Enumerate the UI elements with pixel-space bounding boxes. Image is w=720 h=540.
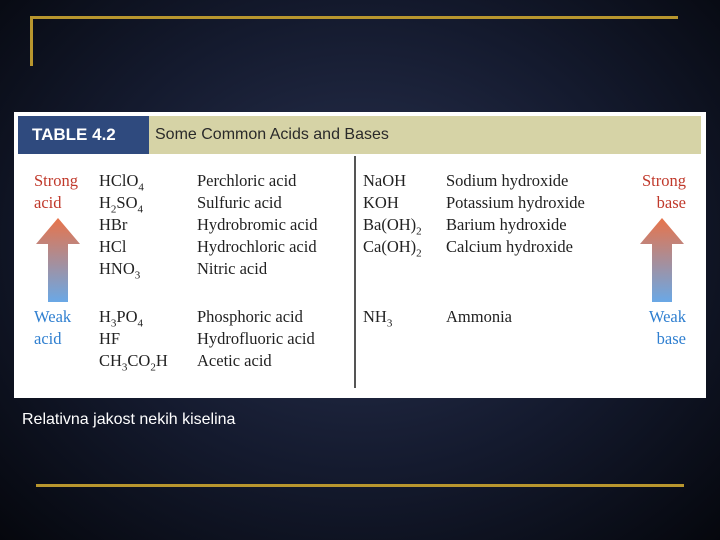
weak-base-label-line1: Weak — [648, 307, 686, 326]
acid-name: Hydrochloric acid — [197, 237, 317, 256]
strong-acid-label — [34, 170, 78, 214]
acid-formula: HCl — [99, 237, 127, 256]
frame-left-line — [30, 16, 33, 66]
base-formula: $Ca(OH)_2$ — [363, 237, 422, 260]
base-name: Sodium hydroxide — [446, 171, 569, 190]
base-name: Ammonia — [446, 307, 512, 326]
strong-base-label — [614, 170, 686, 214]
table-number: TABLE 4.2 — [18, 116, 149, 154]
column-divider — [354, 156, 356, 388]
weak-base-label-line2: base — [656, 329, 686, 348]
acid-name: Hydrobromic acid — [197, 215, 318, 234]
base-formula: $NH_3$ — [363, 307, 393, 330]
acid-formula: HF — [99, 329, 121, 348]
weak-acid-label-line1: Weak — [34, 307, 72, 326]
acid-name: Acetic acid — [197, 351, 272, 370]
strong-base-label-line2: base — [656, 193, 686, 212]
acid-name: Sulfuric acid — [197, 193, 282, 212]
base-formula: $Ba(OH)_2$ — [363, 215, 422, 238]
acid-formula: $H_2SO_4$ — [99, 193, 144, 216]
acid-formula: HClO$_4$ — [99, 171, 144, 194]
base-name: Calcium hydroxide — [446, 237, 573, 256]
base-name: Potassium hydroxide — [446, 193, 585, 212]
weak-base-label — [614, 306, 686, 350]
base-formula: NaOH — [363, 171, 407, 190]
table-title: Some Common Acids and Bases — [155, 126, 389, 143]
strong-acid-label-line1: Strong — [34, 171, 79, 190]
weak-acid-label — [34, 306, 71, 350]
base-name: Barium hydroxide — [446, 215, 567, 234]
acids-bases-table — [14, 112, 706, 398]
base-formula: KOH — [363, 193, 399, 212]
acid-name: Nitric acid — [197, 259, 268, 278]
acid-formula: $H_3PO_4$ — [99, 307, 144, 330]
weak-acid-label-line2: acid — [34, 329, 62, 348]
strong-base-label-line1: Strong — [641, 171, 686, 190]
acid-name: Perchloric acid — [197, 171, 297, 190]
frame-top-line — [30, 16, 678, 19]
table-header — [18, 116, 701, 154]
frame-bottom-line — [36, 484, 684, 487]
acid-strength-arrow-icon — [36, 218, 80, 302]
acid-formula: $CH_3CO_2H$ — [99, 351, 168, 374]
strong-acid-label-line2: acid — [34, 193, 62, 212]
base-strength-arrow-icon — [640, 218, 684, 302]
acid-formula: HBr — [99, 215, 128, 234]
acid-name: Hydrofluoric acid — [197, 329, 315, 348]
slide-caption: Relativna jakost nekih kiselina — [22, 411, 236, 428]
acid-name: Phosphoric acid — [197, 307, 303, 326]
acid-formula: $HNO_3$ — [99, 259, 141, 282]
